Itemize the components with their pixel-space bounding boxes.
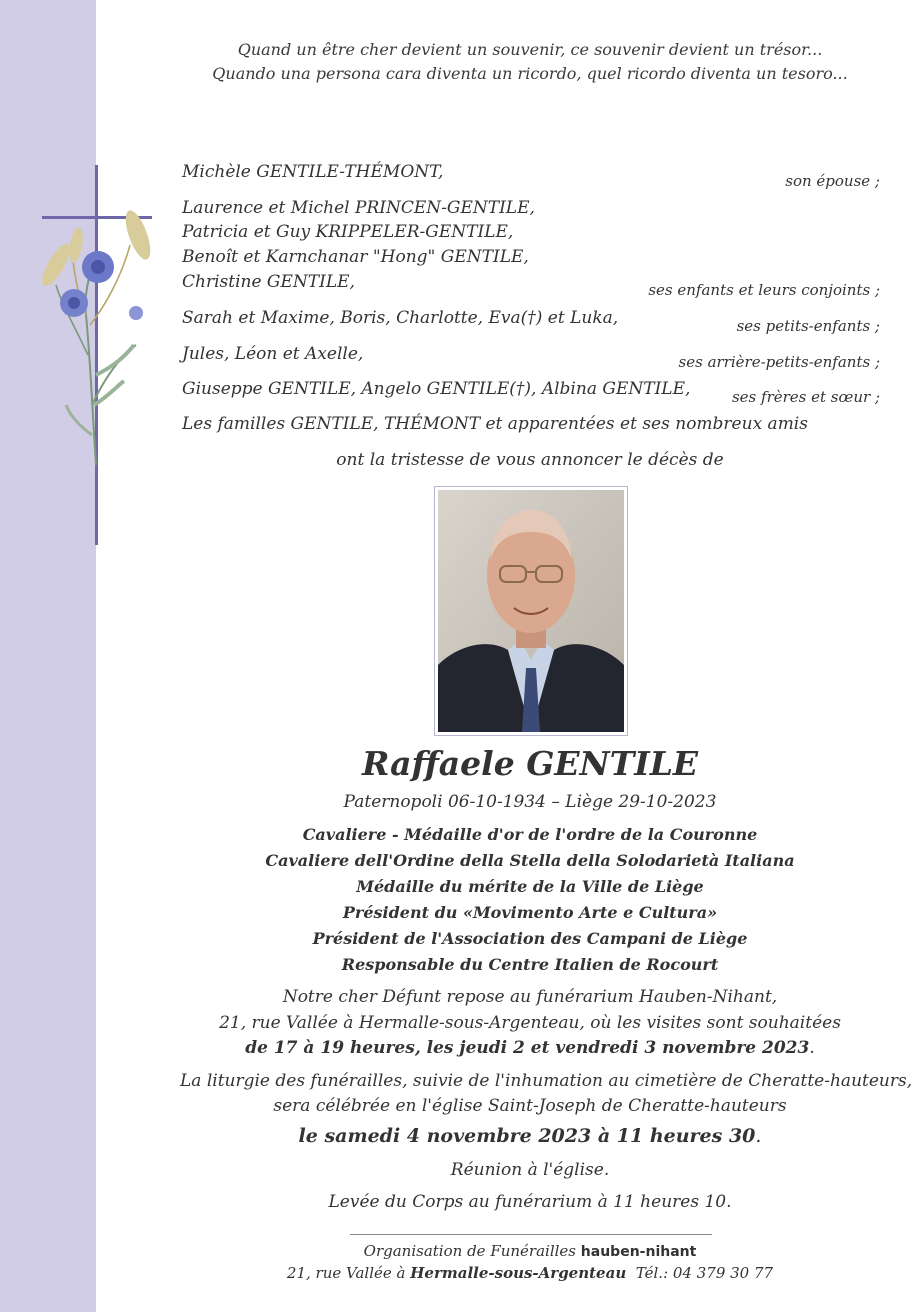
visitation-line-1: Notre cher Défunt repose au funérarium Hauben-Nihant, xyxy=(282,987,778,1007)
honor-line: Cavaliere dell'Ordine della Stella della Solodarietà Italiana xyxy=(265,851,795,870)
child-line: Patricia et Guy KRIPPELER-GENTILE, xyxy=(182,222,514,242)
cornflower-wheat-icon xyxy=(26,205,166,470)
footer-divider xyxy=(350,1234,712,1235)
grandchildren-names: Sarah et Maxime, Boris, Charlotte, Eva(†) et Luka, xyxy=(182,308,619,328)
honor-line: Cavaliere - Médaille d'or de l'ordre de la Couronne xyxy=(302,825,758,844)
funeral-home-logo: hauben-nihant xyxy=(580,1244,697,1260)
funeral-line-1: La liturgie des funérailles, suivie de l'inhumation au cimetière de Cheratte-hauteurs, xyxy=(180,1071,913,1091)
footer-phone: Tél.: 04 379 30 77 xyxy=(635,1264,774,1282)
visitation-hours-bold: de 17 à 19 heures, les jeudi 2 et vendredi 3 novembre 2023 xyxy=(245,1038,810,1058)
funeral-date-bold: le samedi 4 novembre 2023 à 11 heures 30 xyxy=(298,1125,756,1147)
footer-org-label: Organisation de Funérailles xyxy=(363,1242,577,1260)
funeral-line-2: sera célébrée en l'église Saint-Joseph de Cheratte-hauteurs xyxy=(273,1096,787,1116)
sidebar-band xyxy=(0,0,96,1312)
quote-french: Quand un être cher devient un souvenir, ce souvenir devient un trésor... xyxy=(237,40,823,59)
footer-address-prefix: 21, rue Vallée à xyxy=(286,1264,406,1282)
deceased-dates: Paternopoli 06-10-1934 – Liège 29-10-2023 xyxy=(343,792,717,812)
children-relation: ses enfants et leurs conjoints ; xyxy=(648,281,880,299)
child-line: Laurence et Michel PRINCEN-GENTILE, xyxy=(182,198,535,218)
child-line: Christine GENTILE, xyxy=(182,272,355,292)
siblings-names: Giuseppe GENTILE, Angelo GENTILE(†), Albina GENTILE, xyxy=(182,379,691,399)
footer-organisation xyxy=(180,1242,880,1260)
quote-italian: Quando una persona cara diventa un ricordo, quel ricordo diventa un tesoro... xyxy=(212,64,848,83)
siblings-relation: ses frères et sœur ; xyxy=(731,388,880,406)
deceased-name: Raffaele GENTILE xyxy=(361,744,699,783)
visitation-hours xyxy=(180,1038,880,1058)
reunion-text: Réunion à l'église. xyxy=(450,1160,610,1180)
honor-line: Médaille du mérite de la Ville de Liège xyxy=(356,877,704,896)
great-grandchildren-relation: ses arrière-petits-enfants ; xyxy=(678,353,880,371)
visitation-hours-end: . xyxy=(809,1038,815,1058)
great-grandchildren-names: Jules, Léon et Axelle, xyxy=(182,344,364,364)
grandchildren-relation: ses petits-enfants ; xyxy=(736,317,880,335)
footer-address xyxy=(180,1264,880,1282)
honor-line: Président du «Movimento Arte e Cultura» xyxy=(342,903,718,922)
announcement-text: ont la tristesse de vous annoncer le décès de xyxy=(336,450,724,470)
portrait-photo xyxy=(434,486,628,736)
families-line: Les familles GENTILE, THÉMONT et apparentées et ses nombreux amis xyxy=(182,414,808,434)
levee-text: Levée du Corps au funérarium à 11 heures 10. xyxy=(328,1192,732,1212)
visitation-line-2: 21, rue Vallée à Hermalle-sous-Argenteau, où les visites sont souhaitées xyxy=(219,1013,841,1033)
honor-line: Président de l'Association des Campani de Liège xyxy=(312,929,748,948)
portrait-image xyxy=(438,490,624,732)
footer-address-town: Hermalle-sous-Argenteau xyxy=(410,1264,627,1282)
spouse-name: Michèle GENTILE-THÉMONT, xyxy=(182,162,444,182)
spouse-relation: son épouse ; xyxy=(785,172,880,190)
funeral-date xyxy=(180,1125,880,1147)
child-line: Benoît et Karnchanar "Hong" GENTILE, xyxy=(182,247,529,267)
honor-line: Responsable du Centre Italien de Rocourt xyxy=(341,955,719,974)
funeral-date-end: . xyxy=(755,1125,762,1147)
